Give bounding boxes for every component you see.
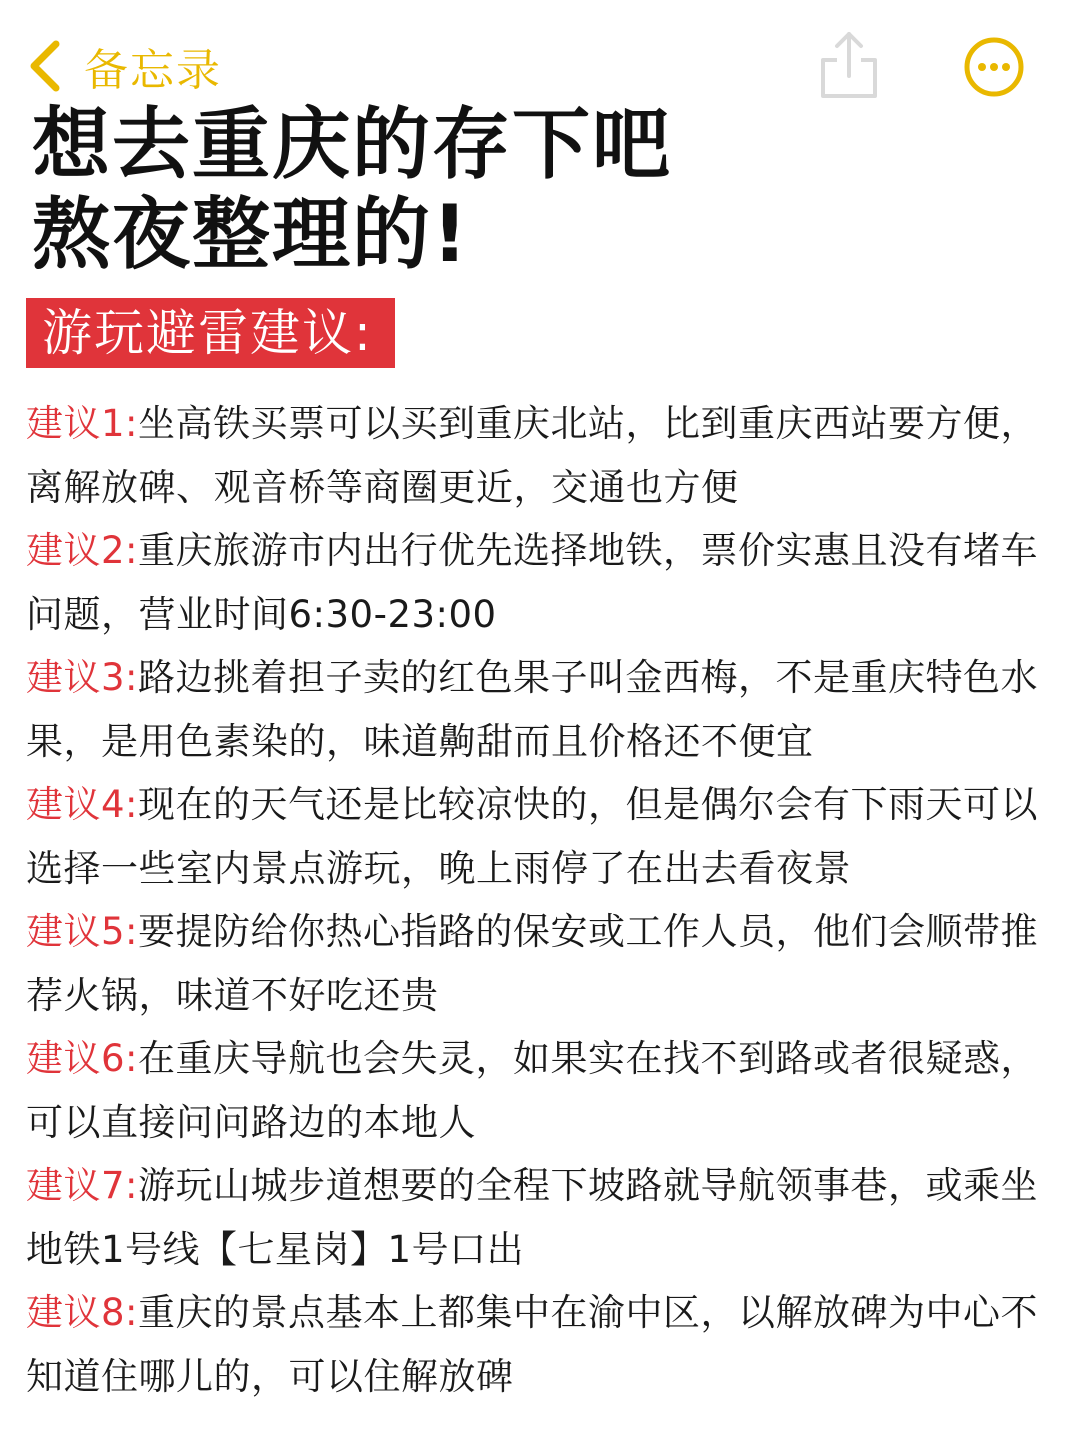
more-button[interactable] xyxy=(963,36,1025,98)
section-heading: 游玩避雷建议: xyxy=(26,298,395,368)
tip-label: 建议3: xyxy=(26,656,139,699)
tip-item xyxy=(26,392,1056,519)
tip-item xyxy=(26,1154,1056,1281)
tip-text: 重庆的景点基本上都集中在渝中区，以解放碑为中心不知道住哪儿的，可以住解放碑 xyxy=(26,1291,1039,1398)
note-title-line-2: 熬夜整理的! xyxy=(32,190,470,280)
tip-label: 建议5: xyxy=(26,910,139,953)
tip-text: 路边挑着担子卖的红色果子叫金西梅，不是重庆特色水果，是用色素染的，味道齁甜而且价格还不便宜 xyxy=(26,656,1039,763)
tip-text: 在重庆导航也会失灵，如果实在找不到路或者很疑惑，可以直接问问路边的本地人 xyxy=(26,1037,1039,1144)
tip-text: 坐高铁买票可以买到重庆北站，比到重庆西站要方便，离解放碑、观音桥等商圈更近，交通也方便 xyxy=(26,402,1039,509)
tip-item xyxy=(26,519,1056,646)
tip-label: 建议8: xyxy=(26,1291,139,1334)
tip-item xyxy=(26,1027,1056,1154)
share-button[interactable] xyxy=(818,30,880,102)
tip-label: 建议1: xyxy=(26,402,139,445)
tip-label: 建议2: xyxy=(26,529,139,572)
back-label: 备忘录 xyxy=(84,45,222,96)
tip-item xyxy=(26,1281,1056,1408)
tip-text: 现在的天气还是比较凉快的，但是偶尔会有下雨天可以选择一些室内景点游玩，晚上雨停了在出去看夜景 xyxy=(26,783,1039,890)
note-title-line-1: 想去重庆的存下吧 xyxy=(32,100,673,190)
tip-label: 建议6: xyxy=(26,1037,139,1080)
more-icon xyxy=(963,36,1025,98)
tip-item xyxy=(26,773,1056,900)
tip-text: 重庆旅游市内出行优先选择地铁，票价实惠且没有堵车问题，营业时间6:30-23:00 xyxy=(26,529,1039,636)
note-title xyxy=(32,100,672,280)
chevron-left-icon xyxy=(28,40,62,92)
share-icon xyxy=(818,30,880,102)
navigation-bar xyxy=(0,0,1080,110)
tip-label: 建议4: xyxy=(26,783,139,826)
back-button[interactable] xyxy=(28,36,222,96)
tip-text: 要提防给你热心指路的保安或工作人员，他们会顺带推荐火锅，味道不好吃还贵 xyxy=(26,910,1039,1017)
tip-label: 建议7: xyxy=(26,1164,139,1207)
tip-item xyxy=(26,646,1056,773)
tip-item xyxy=(26,900,1056,1027)
tip-text: 游玩山城步道想要的全程下坡路就导航领事巷，或乘坐地铁1号线【七星岗】1号口出 xyxy=(26,1164,1039,1271)
tips-list xyxy=(26,392,1056,1408)
